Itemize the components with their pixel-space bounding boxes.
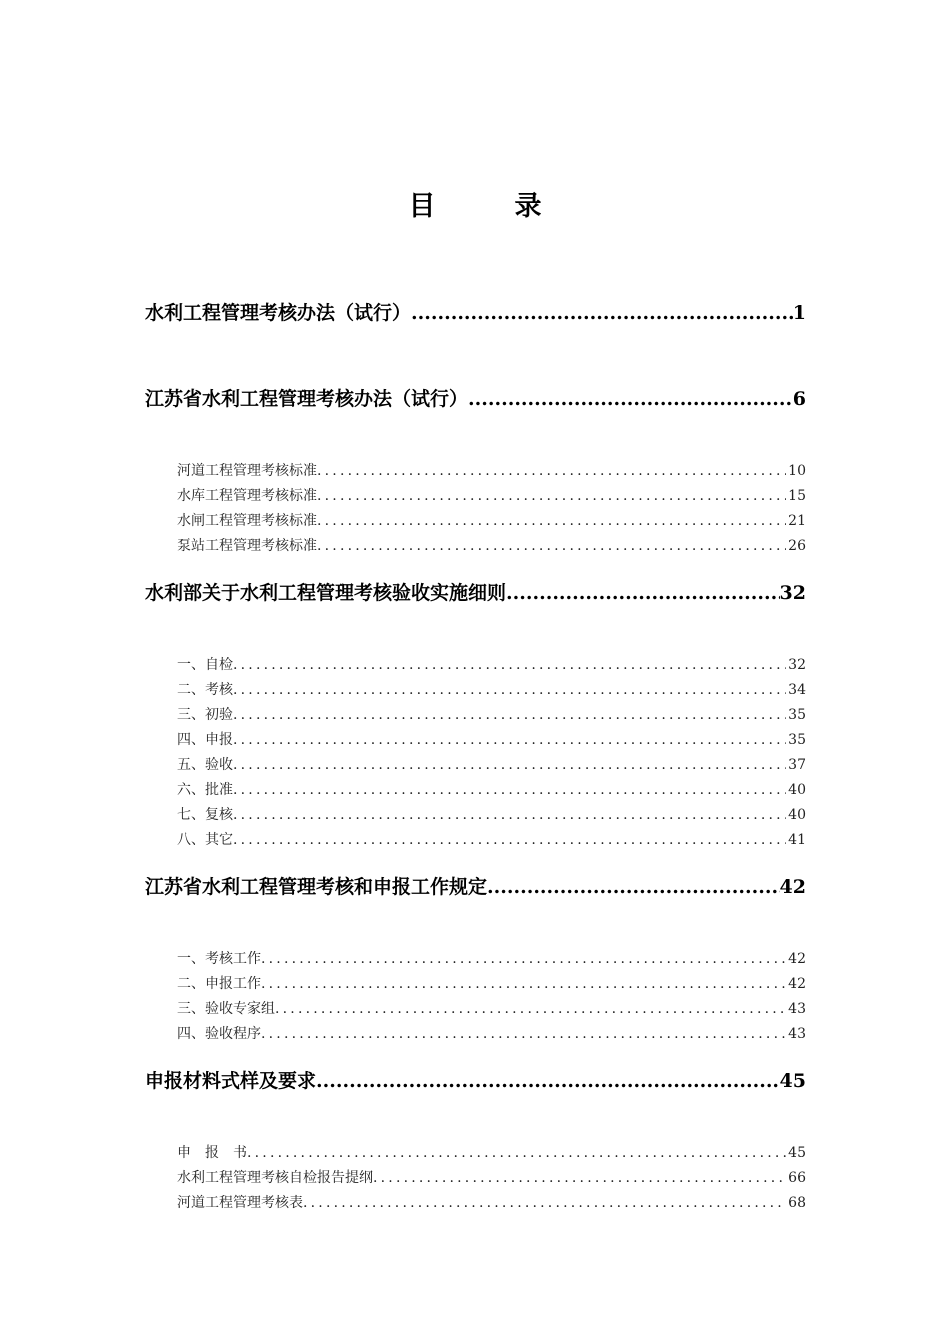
toc-leader-dots — [261, 1026, 786, 1042]
toc-item[interactable] — [177, 1192, 806, 1212]
toc-page-number: 26 — [788, 538, 806, 554]
toc-item-title: 水利工程管理考核自检报告提纲 — [177, 1170, 373, 1186]
toc-item-title: 申 报 书 — [177, 1145, 247, 1161]
toc-leader-dots — [247, 1145, 786, 1161]
toc-page-number: 37 — [788, 757, 806, 773]
toc-page-number: 43 — [788, 1001, 806, 1017]
toc-page-number: 34 — [788, 682, 806, 698]
toc-item-title: 河道工程管理考核表 — [177, 1195, 303, 1211]
toc-page-number: 43 — [788, 1026, 806, 1042]
toc-item[interactable] — [177, 973, 806, 993]
toc-section-title: 江苏省水利工程管理考核办法（试行） — [145, 388, 469, 410]
toc-leader-dots — [233, 807, 786, 823]
toc-page-number: 32 — [779, 582, 806, 604]
toc-leader-dots — [506, 582, 780, 604]
toc-leader-dots — [317, 513, 786, 529]
toc-leader-dots — [487, 876, 780, 898]
toc-item[interactable] — [177, 460, 806, 480]
toc-item-title: 四、验收程序 — [177, 1026, 261, 1042]
toc-page-number: 15 — [788, 488, 806, 504]
toc-section-title: 江苏省水利工程管理考核和申报工作规定 — [145, 876, 488, 898]
toc-item[interactable] — [177, 510, 806, 530]
toc-leader-dots — [233, 757, 786, 773]
toc-item-title: 三、初验 — [177, 707, 233, 723]
toc-leader-dots — [261, 951, 786, 967]
toc-item[interactable] — [177, 754, 806, 774]
toc-item-title: 三、验收专家组 — [177, 1001, 275, 1017]
toc-item-title: 一、考核工作 — [177, 951, 261, 967]
toc-item-title: 水库工程管理考核标准 — [177, 488, 317, 504]
toc-page-number: 42 — [788, 976, 806, 992]
toc-item[interactable] — [177, 1023, 806, 1043]
toc-item-title: 四、申报 — [177, 732, 233, 748]
toc-item[interactable] — [177, 535, 806, 555]
toc-section-title: 水利部关于水利工程管理考核验收实施细则 — [145, 582, 507, 604]
toc-item[interactable] — [177, 679, 806, 699]
toc-item-title: 六、批准 — [177, 782, 233, 798]
toc-item-title: 一、自检 — [177, 657, 233, 673]
toc-leader-dots — [317, 463, 786, 479]
toc-leader-dots — [373, 1170, 786, 1186]
toc-page-number: 10 — [788, 463, 806, 479]
toc-item[interactable] — [177, 1142, 806, 1162]
toc-page-number: 1 — [792, 302, 806, 324]
toc-leader-dots — [233, 707, 786, 723]
toc-item-title: 七、复核 — [177, 807, 233, 823]
toc-page-number: 41 — [788, 832, 806, 848]
toc-item-title: 二、考核 — [177, 682, 233, 698]
toc-section-5[interactable] — [145, 1066, 806, 1093]
toc-leader-dots — [233, 682, 786, 698]
toc-page-number: 35 — [788, 732, 806, 748]
toc-page-number: 35 — [788, 707, 806, 723]
toc-item[interactable] — [177, 704, 806, 724]
toc-item[interactable] — [177, 779, 806, 799]
toc-page-number: 42 — [779, 876, 806, 898]
toc-page-number: 6 — [792, 388, 806, 410]
toc-page-number: 21 — [788, 513, 806, 529]
toc-leader-dots — [275, 1001, 786, 1017]
toc-item[interactable] — [177, 485, 806, 505]
toc-page-number: 68 — [788, 1195, 806, 1211]
toc-page-number: 45 — [788, 1145, 806, 1161]
page-title: 目 录 — [408, 191, 568, 222]
toc-item[interactable] — [177, 829, 806, 849]
toc-section-3[interactable] — [145, 578, 806, 605]
toc-item-title: 水闸工程管理考核标准 — [177, 513, 317, 529]
toc-leader-dots — [317, 538, 786, 554]
toc-page-number: 66 — [788, 1170, 806, 1186]
toc-page-number: 40 — [788, 807, 806, 823]
toc-leader-dots — [303, 1195, 786, 1211]
toc-leader-dots — [411, 302, 793, 324]
toc-section-4[interactable] — [145, 872, 806, 899]
toc-item-title: 河道工程管理考核标准 — [177, 463, 317, 479]
toc-item-title: 五、验收 — [177, 757, 233, 773]
toc-leader-dots — [468, 388, 793, 410]
toc-item-title: 二、申报工作 — [177, 976, 261, 992]
toc-item-title: 八、其它 — [177, 832, 233, 848]
toc-item[interactable] — [177, 948, 806, 968]
toc-item[interactable] — [177, 998, 806, 1018]
toc-item[interactable] — [177, 1167, 806, 1187]
toc-leader-dots — [233, 732, 786, 748]
toc-leader-dots — [261, 976, 786, 992]
toc-item[interactable] — [177, 804, 806, 824]
toc-item[interactable] — [177, 654, 806, 674]
toc-leader-dots — [316, 1070, 780, 1092]
toc-page-number: 40 — [788, 782, 806, 798]
toc-leader-dots — [233, 782, 786, 798]
toc-leader-dots — [317, 488, 786, 504]
toc-leader-dots — [233, 657, 786, 673]
toc-section-title: 申报材料式样及要求 — [145, 1070, 317, 1092]
toc-page-number: 45 — [779, 1070, 806, 1092]
toc-page-number: 42 — [788, 951, 806, 967]
toc-page-number: 32 — [788, 657, 806, 673]
toc-section-title: 水利工程管理考核办法（试行） — [145, 302, 412, 324]
toc-leader-dots — [233, 832, 786, 848]
toc-item-title: 泵站工程管理考核标准 — [177, 538, 317, 554]
toc-section-1[interactable] — [145, 298, 806, 325]
toc-item[interactable] — [177, 729, 806, 749]
toc-section-2[interactable] — [145, 384, 806, 411]
